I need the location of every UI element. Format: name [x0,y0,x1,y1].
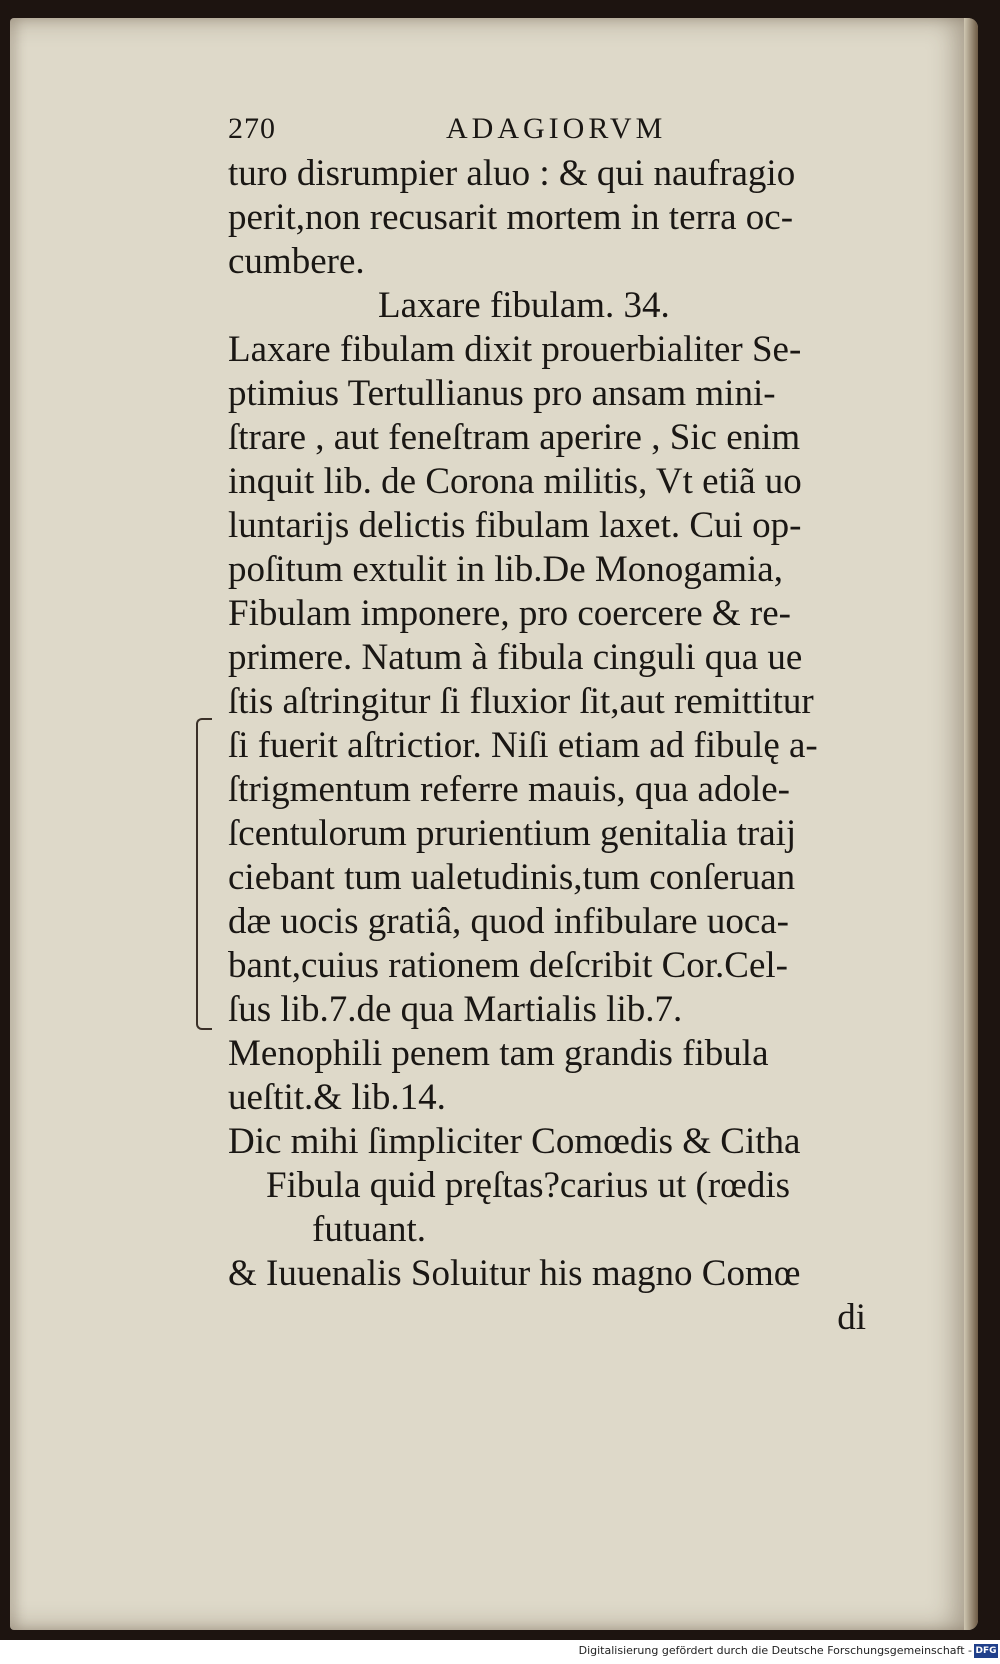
dfg-logo: DFG [975,1646,997,1656]
text-line: Fibulam imponere, pro coercere & re- [228,593,791,634]
running-head: ADAGIORVM [446,112,667,145]
text-line: ſtrare , aut feneſtram aperire , Sic enim [228,417,801,458]
adage-heading: Laxare fibulam. 34. [378,285,670,326]
text-line: ciebant tum ualetudinis,tum conſeruan [228,857,796,898]
text-line: & Iuuenalis Soluitur his magno Comœ [228,1253,801,1294]
text-line: ſi fuerit aſtrictior. Niſi etiam ad fibulę a- [228,725,818,766]
text-line: Laxare fibulam dixit prouerbialiter Se- [228,329,802,370]
text-line: ſcentulorum prurientium genitalia traij [228,813,797,854]
digitization-footer [0,1640,1000,1664]
text-line: ptimius Tertullianus pro ansam mini- [228,373,776,414]
text-line: ſus lib.7.de qua Martialis lib.7. [228,989,683,1030]
text-block [228,152,908,1340]
text-line: primere. Natum à fibula cinguli qua ue [228,637,803,678]
text-line: ueſtit.& lib.14. [228,1077,446,1118]
text-line: luntarijs delictis fibulam laxet. Cui op- [228,505,802,546]
verse-line: futuant. [312,1209,427,1250]
text-line: bant,cuius rationem deſcribit Cor.Cel- [228,945,789,986]
verse-line: Dic mihi ſimpliciter Comœdis & Citha [228,1121,801,1162]
text-line: dæ uocis gratiâ, quod infibulare uoca- [228,901,789,942]
catchword: di [837,1297,866,1338]
text-line: poſitum extulit in lib.De Monogamia, [228,549,783,590]
page-edge-shadow [964,18,978,1630]
verse-line: Fibula quid pręſtas?carius ut (rœdis [266,1165,791,1206]
page-header [228,112,768,152]
text-line: ſtis aſtringitur ſi fluxior ſit,aut remittitur [228,681,814,722]
text-line: perit,non recusarit mortem in terra oc- [228,197,794,238]
margin-bracket-mark [196,718,212,1030]
text-line: cumbere. [228,241,365,282]
page-number: 270 [228,112,276,145]
funding-credit: Digitalisierung gefördert durch die Deutsche Forschungsgemeinschaft - [578,1644,972,1657]
text-line: Menophili penem tam grandis fibula [228,1033,769,1074]
text-line: turo disrumpier aluo : & qui naufragio [228,153,796,194]
text-line: ſtrigmentum referre mauis, qua adole- [228,769,790,810]
text-line: inquit lib. de Corona militis, Vt etiã uo [228,461,802,502]
